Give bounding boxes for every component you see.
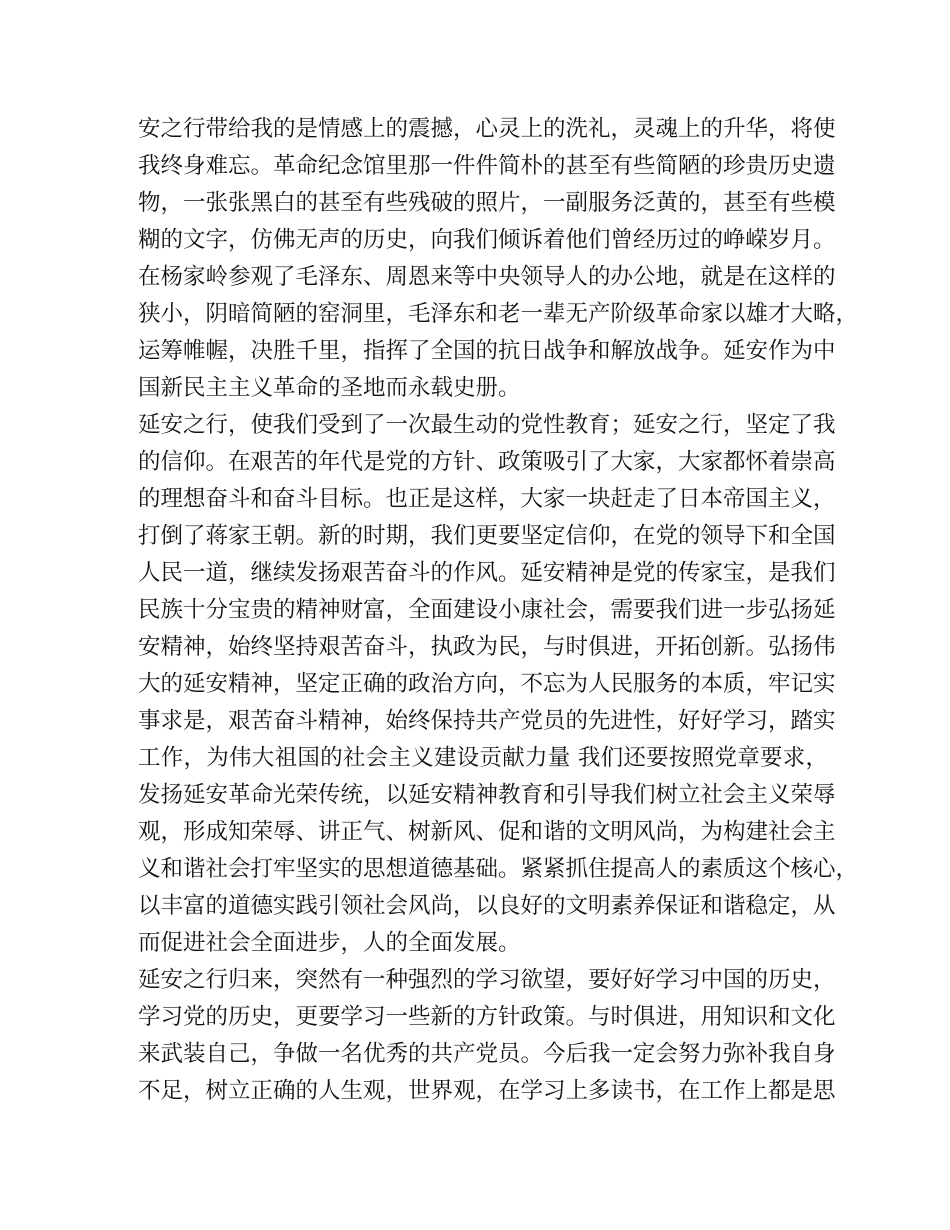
text-line: 工作，为伟大祖国的社会主义建设贡献力量 我们还要按照党章要求， bbox=[138, 745, 828, 771]
text-line: 在杨家岭参观了毛泽东、周恩来等中央领导人的办公地，就是在这样的 bbox=[138, 264, 836, 290]
text-line: 运筹帷幄，决胜千里，指挥了全国的抗日战争和解放战争。延安作为中 bbox=[138, 338, 836, 364]
text-line: 学习党的历史，更要学习一些新的方针政策。与时俱进，用知识和文化 bbox=[138, 1004, 836, 1030]
text-line: 的信仰。在艰苦的年代是党的方针、政策吸引了大家，大家都怀着崇高 bbox=[138, 449, 836, 475]
text-line: 大的延安精神，坚定正确的政治方向，不忘为人民服务的本质，牢记实 bbox=[138, 671, 836, 697]
text-line: 民族十分宝贵的精神财富，全面建设小康社会，需要我们进一步弘扬延 bbox=[138, 597, 836, 623]
text-line: 以丰富的道德实践引领社会风尚，以良好的文明素养保证和谐稳定，从 bbox=[138, 893, 836, 919]
text-line: 的理想奋斗和奋斗目标。也正是这样，大家一块赶走了日本帝国主义， bbox=[138, 486, 836, 512]
body-text bbox=[138, 111, 859, 1110]
text-line: 事求是，艰苦奋斗精神，始终保持共产党员的先进性，好好学习，踏实 bbox=[138, 708, 836, 734]
text-line: 糊的文字，仿佛无声的历史，向我们倾诉着他们曾经历过的峥嵘岁月。 bbox=[138, 227, 836, 253]
text-line: 物，一张张黑白的甚至有些残破的照片，一副服务泛黄的，甚至有些模 bbox=[138, 190, 836, 216]
text-line: 发扬延安革命光荣传统，以延安精神教育和引导我们树立社会主义荣辱 bbox=[138, 782, 836, 808]
text-line: 我终身难忘。革命纪念馆里那一件件简朴的甚至有些简陋的珍贵历史遗 bbox=[138, 153, 836, 179]
text-line: 来武装自己，争做一名优秀的共产党员。今后我一定会努力弥补我自身 bbox=[138, 1041, 836, 1067]
text-line: 不足，树立正确的人生观，世界观，在学习上多读书，在工作上都是思 bbox=[138, 1078, 836, 1104]
text-line: 而促进社会全面进步，人的全面发展。 bbox=[138, 930, 521, 956]
text-line: 安之行带给我的是情感上的震撼，心灵上的洗礼，灵魂上的升华，将使 bbox=[138, 116, 836, 142]
text-line: 延安之行，使我们受到了一次最生动的党性教育；延安之行，坚定了我 bbox=[138, 412, 836, 438]
text-line: 延安之行归来，突然有一种强烈的学习欲望，要好好学习中国的历史， bbox=[138, 967, 836, 993]
text-line: 国新民主主义革命的圣地而永载史册。 bbox=[138, 375, 521, 401]
text-line: 安精神，始终坚持艰苦奋斗，执政为民，与时俱进，开拓创新。弘扬伟 bbox=[138, 634, 836, 660]
text-line: 狭小，阴暗简陋的窑洞里，毛泽东和老一辈无产阶级革命家以雄才大略， bbox=[138, 301, 859, 327]
text-line: 义和谐社会打牢坚实的思想道德基础。紧紧抓住提高人的素质这个核心， bbox=[138, 856, 859, 882]
text-line: 人民一道，继续发扬艰苦奋斗的作风。延安精神是党的传家宝，是我们 bbox=[138, 560, 836, 586]
text-line: 观，形成知荣辱、讲正气、树新风、促和谐的文明风尚，为构建社会主 bbox=[138, 819, 836, 845]
text-line: 打倒了蒋家王朝。新的时期，我们更要坚定信仰，在党的领导下和全国 bbox=[138, 523, 836, 549]
